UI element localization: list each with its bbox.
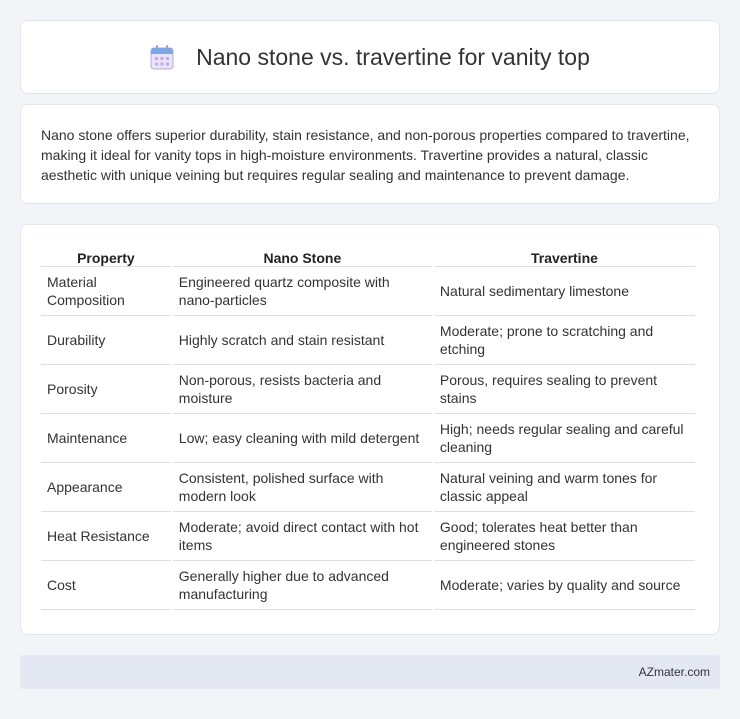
property-cell: Durability <box>41 316 171 365</box>
property-cell: Porosity <box>41 365 171 414</box>
travertine-cell: Natural sedimentary limestone <box>434 267 695 316</box>
table-row <box>41 512 695 561</box>
table-header-row <box>41 245 695 267</box>
footer-bar <box>20 655 720 689</box>
comparison-table-card <box>20 224 720 635</box>
table-row <box>41 267 695 316</box>
summary-text: Nano stone offers superior durability, stain resistance, and non-porous properties compared to travertine, making it ideal for vanity tops in high-moisture environments. Travertine provides a natural, classic aesthetic with unique veining but requires regular sealing and maintenance to prevent damage. <box>41 127 690 183</box>
travertine-cell: Porous, requires sealing to prevent stains <box>434 365 695 414</box>
comparison-table <box>39 245 697 610</box>
title-card <box>20 20 720 94</box>
nano-stone-cell: Moderate; avoid direct contact with hot items <box>173 512 432 561</box>
nano-stone-cell: Non-porous, resists bacteria and moisture <box>173 365 432 414</box>
page-title: Nano stone vs. travertine for vanity top <box>196 43 590 70</box>
table-row <box>41 414 695 463</box>
summary-card <box>20 104 720 204</box>
travertine-cell: Moderate; varies by quality and source <box>434 561 695 610</box>
nano-stone-cell: Highly scratch and stain resistant <box>173 316 432 365</box>
property-cell: Material Composition <box>41 267 171 316</box>
table-row <box>41 463 695 512</box>
nano-stone-cell: Low; easy cleaning with mild detergent <box>173 414 432 463</box>
table-row <box>41 365 695 414</box>
column-header-travertine: Travertine <box>434 245 695 267</box>
travertine-cell: Natural veining and warm tones for classic appeal <box>434 463 695 512</box>
property-cell: Maintenance <box>41 414 171 463</box>
column-header-nano-stone: Nano Stone <box>173 245 432 267</box>
travertine-cell: Moderate; prone to scratching and etching <box>434 316 695 365</box>
travertine-cell: High; needs regular sealing and careful cleaning <box>434 414 695 463</box>
table-row <box>41 561 695 610</box>
travertine-cell: Good; tolerates heat better than engineered stones <box>434 512 695 561</box>
nano-stone-cell: Generally higher due to advanced manufacturing <box>173 561 432 610</box>
property-cell: Cost <box>41 561 171 610</box>
table-row <box>41 316 695 365</box>
nano-stone-cell: Consistent, polished surface with modern look <box>173 463 432 512</box>
property-cell: Appearance <box>41 463 171 512</box>
calendar-icon <box>150 44 174 70</box>
column-header-property: Property <box>41 245 171 267</box>
nano-stone-cell: Engineered quartz composite with nano-particles <box>173 267 432 316</box>
property-cell: Heat Resistance <box>41 512 171 561</box>
footer-brand[interactable]: AZmater.com <box>638 665 710 679</box>
